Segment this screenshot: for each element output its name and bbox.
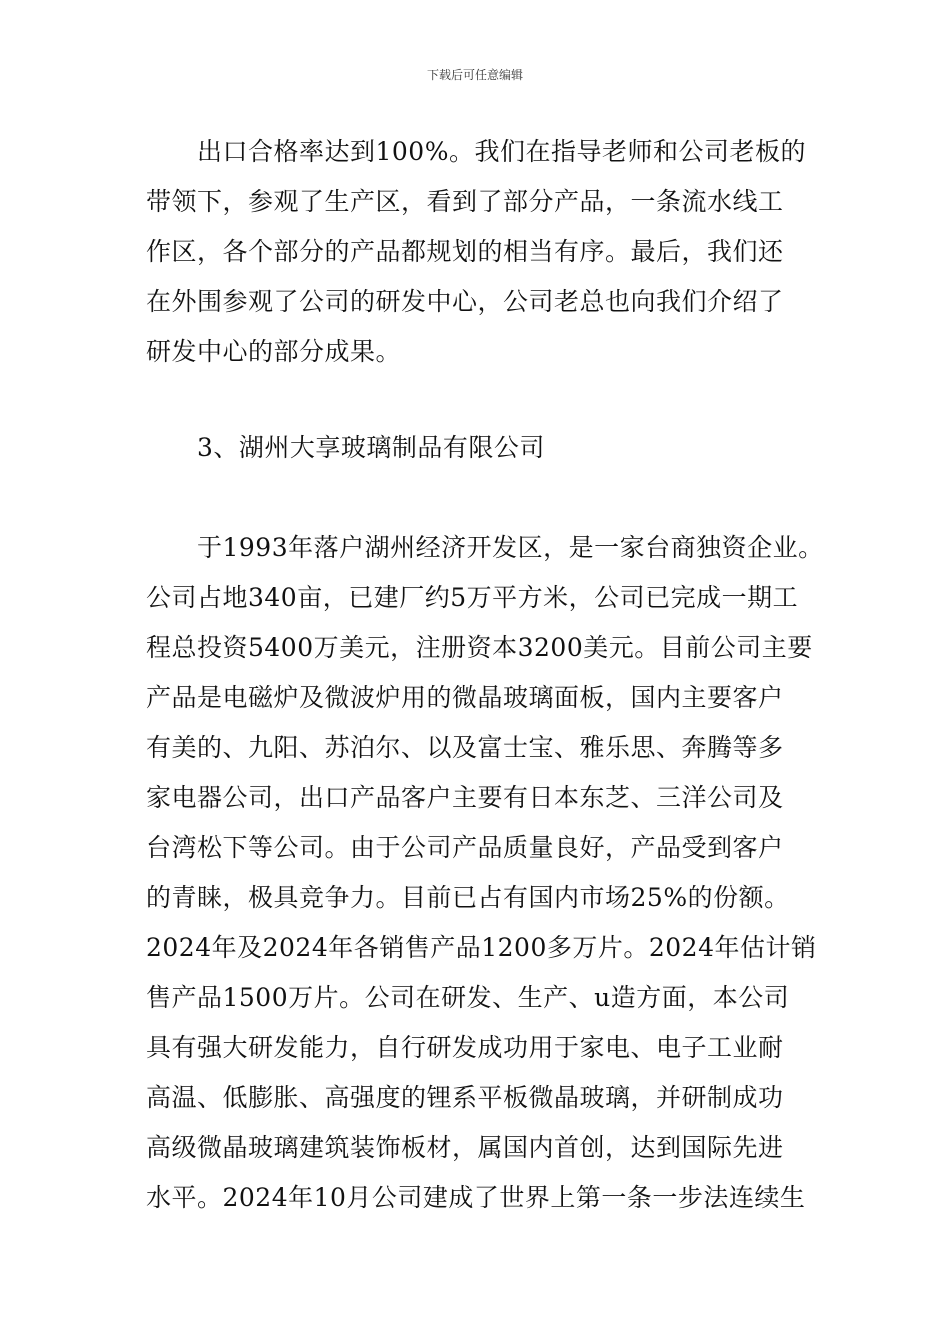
section-heading: 3、湖州大享玻璃制品有限公司 [146,433,545,462]
paragraph-2-line-7: 台湾松下等公司。由于公司产品质量良好，产品受到客户 [146,833,784,862]
paragraph-2-line-3: 程总投资5400万美元，注册资本3200美元。目前公司主要 [146,633,813,662]
paragraph-2-line-10: 售产品1500万片。公司在研发、生产、u造方面，本公司 [146,983,790,1012]
paragraph-2-line-5: 有美的、九阳、苏泊尔、以及富士宝、雅乐思、奔腾等多 [146,733,784,762]
paragraph-1-line-3: 作区，各个部分的产品都规划的相当有序。最后，我们还 [146,237,784,266]
paragraph-1-line-4: 在外围参观了公司的研发中心，公司老总也向我们介绍了 [146,287,784,316]
paragraph-2-line-12: 高温、低膨胀、高强度的锂系平板微晶玻璃，并研制成功 [146,1083,784,1112]
paragraph-2-line-2: 公司占地340亩，已建厂约5万平方米，公司已完成一期工 [146,583,799,612]
paragraph-2-line-14: 水平。2024年10月公司建成了世界上第一条一步法连续生 [146,1183,806,1212]
paragraph-2-line-6: 家电器公司，出口产品客户主要有日本东芝、三洋公司及 [146,783,784,812]
paragraph-1-line-5: 研发中心的部分成果。 [146,337,402,366]
paragraph-2-line-4: 产品是电磁炉及微波炉用的微晶玻璃面板，国内主要客户 [146,683,784,712]
page-header: 下载后可任意编辑 [426,68,523,82]
paragraph-2-line-8: 的青睐，极具竞争力。目前已占有国内市场25%的份额。 [146,883,790,912]
paragraph-2-line-9: 2024年及2024年各销售产品1200多万片。2024年估计销 [146,933,817,962]
paragraph-2-line-11: 具有强大研发能力，自行研发成功用于家电、电子工业耐 [146,1033,784,1062]
paragraph-2-line-13: 高级微晶玻璃建筑装饰板材，属国内首创，达到国际先进 [146,1133,784,1162]
paragraph-1-line-2: 带领下，参观了生产区，看到了部分产品，一条流水线工 [146,187,784,216]
paragraph-1-line-1: 出口合格率达到100%。我们在指导老师和公司老板的 [146,137,806,166]
paragraph-2-line-1: 于1993年落户湖州经济开发区，是一家台商独资企业。 [146,533,824,562]
